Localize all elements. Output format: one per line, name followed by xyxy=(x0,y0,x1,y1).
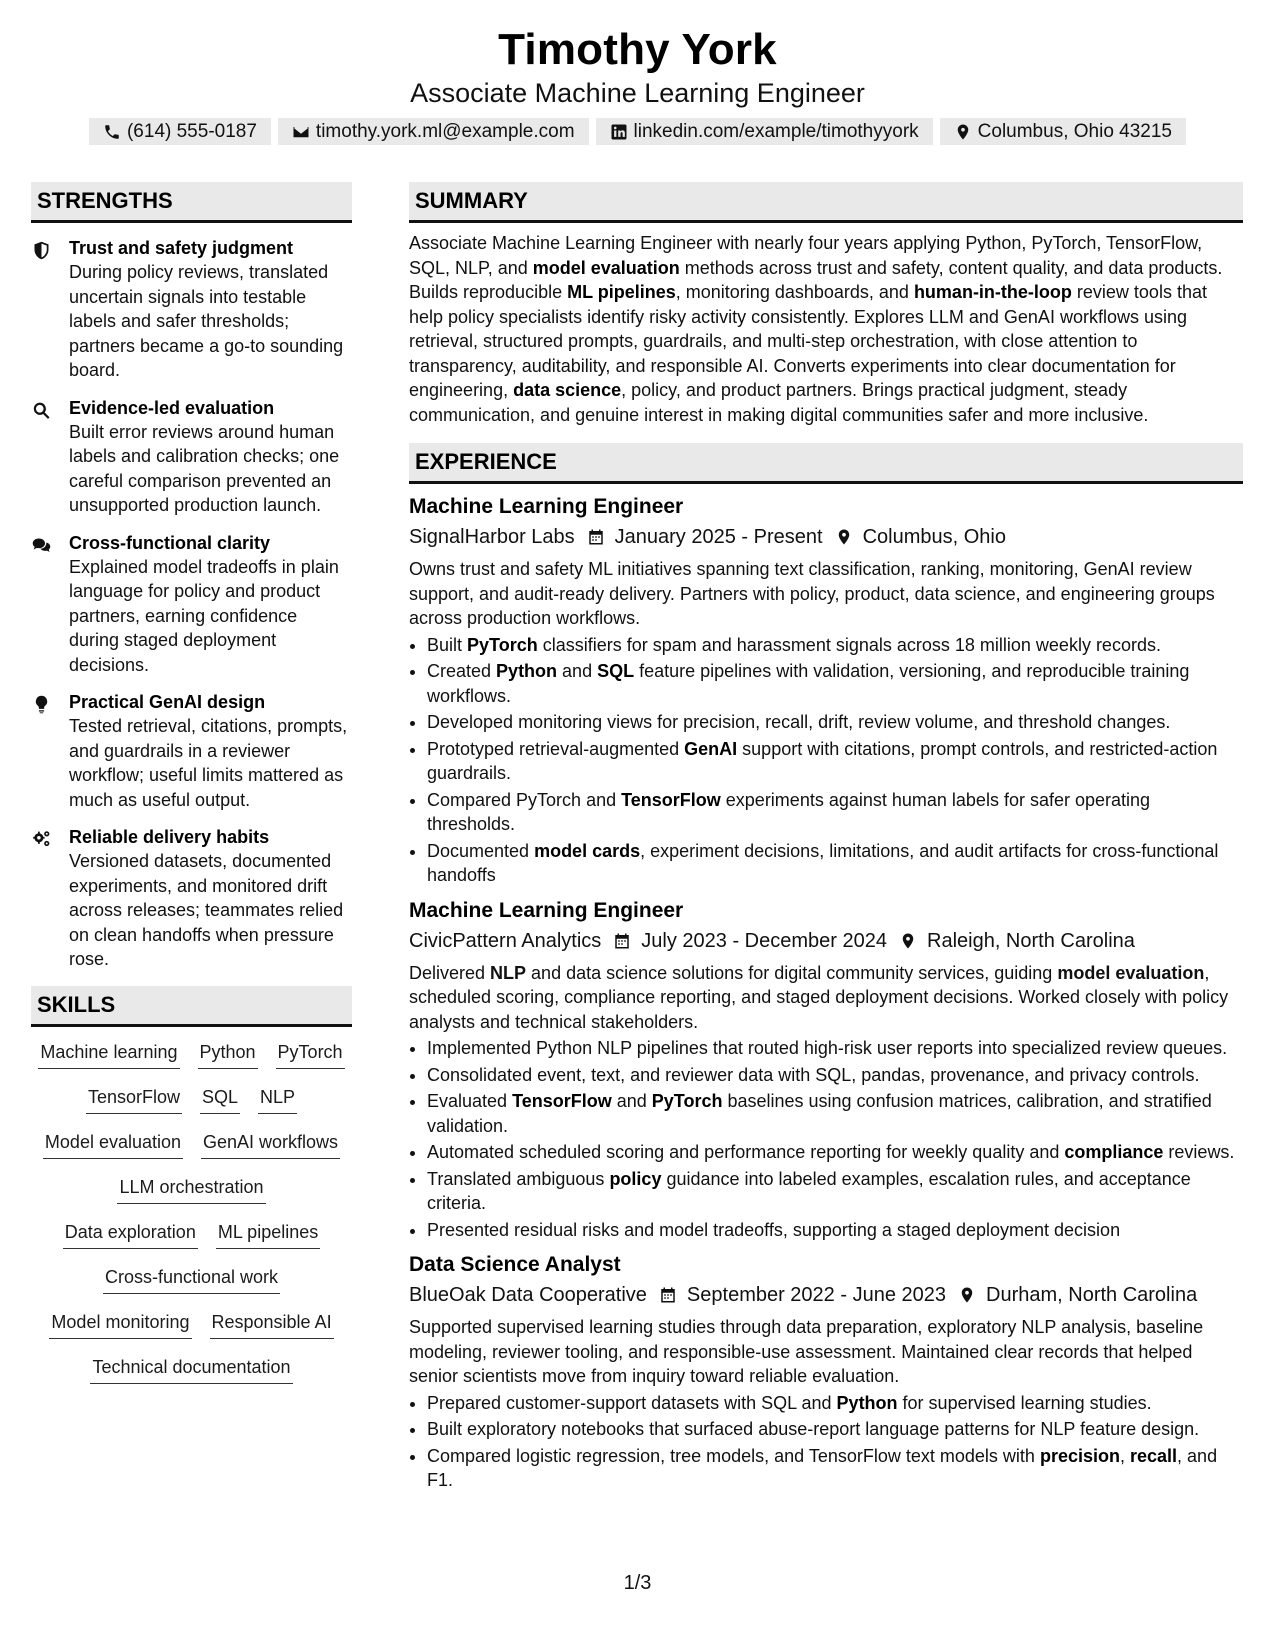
contact-location xyxy=(940,118,1186,145)
keyword-bold: model evaluation xyxy=(532,257,680,278)
calendar-icon xyxy=(587,528,605,546)
strength-title: Evidence-led evaluation xyxy=(69,397,275,418)
skill-tag: NLP xyxy=(258,1086,297,1114)
bullet-item xyxy=(427,1417,1243,1442)
skill-tag: Responsible AI xyxy=(210,1311,334,1339)
experience-list xyxy=(409,494,1243,1493)
strength-item xyxy=(31,691,352,812)
text-segment: feature pipelines with validation, versioning, and reproducible training workflows. xyxy=(427,661,1190,706)
text-segment: , policy, and product partners. Brings practical judgment, steady communication, and genuine interest in making digital communities safer and more inclusive. xyxy=(409,380,1149,425)
job-dates: September 2022 - June 2023 xyxy=(686,1284,946,1306)
job-description xyxy=(409,961,1243,1035)
skill-tag: ML pipelines xyxy=(216,1221,320,1249)
text-segment: Compared PyTorch and xyxy=(427,789,622,810)
phone-icon xyxy=(103,123,121,141)
job-entry xyxy=(409,494,1243,888)
candidate-name: Timothy York xyxy=(498,25,777,74)
strength-desc: Versioned datasets, documented experiments, and monitored drift across releases; teammates relied on clean handoffs when pressure rose. xyxy=(69,851,344,969)
job-location: Raleigh, North Carolina xyxy=(927,929,1135,952)
skill-row xyxy=(31,1041,352,1086)
skill-row xyxy=(31,1221,352,1266)
job-bullets xyxy=(409,1036,1243,1242)
resume-header xyxy=(0,0,1275,145)
bullet-item xyxy=(427,788,1243,837)
job-location: Columbus, Ohio xyxy=(862,526,1006,548)
contact-phone xyxy=(89,118,271,145)
keyword-bold: Python xyxy=(496,661,558,681)
job-title: Data Science Analyst xyxy=(409,1253,621,1276)
keyword-bold: PyTorch xyxy=(651,1091,723,1111)
text-segment: Prepared customer-support datasets with SQL and xyxy=(427,1392,837,1413)
search-icon xyxy=(31,400,52,421)
email-text[interactable]: timothy.york.ml@example.com xyxy=(315,121,575,142)
job-meta xyxy=(409,523,1243,551)
job-title: Machine Learning Engineer xyxy=(409,495,684,518)
job-bullets xyxy=(409,1391,1243,1493)
text-segment: Created xyxy=(427,661,497,681)
bullet-item xyxy=(427,1444,1243,1493)
map-pin-icon xyxy=(899,932,917,950)
keyword-bold: TensorFlow xyxy=(621,789,721,810)
phone-text: (614) 555-0187 xyxy=(126,121,257,142)
keyword-bold: model cards xyxy=(534,840,641,861)
keyword-bold: ML pipelines xyxy=(567,282,676,302)
job-bullets xyxy=(409,633,1243,888)
summary-heading: SUMMARY xyxy=(409,182,1243,223)
text-segment: Automated scheduled scoring and performance reporting for weekly quality and xyxy=(427,1142,1065,1162)
text-segment: Translated ambiguous xyxy=(427,1168,610,1189)
skills-heading: SKILLS xyxy=(31,986,352,1027)
text-segment: Delivered xyxy=(409,962,491,983)
right-column xyxy=(409,182,1243,1495)
page-number: 1/3 xyxy=(623,1572,652,1594)
text-segment: support with citations, prompt controls, and restricted-action guardrails. xyxy=(427,738,1218,783)
strength-desc: Explained model tradeoffs in plain language for policy and product partners, earning confidence during staged deployment decisions. xyxy=(69,556,339,675)
strength-title: Practical GenAI design xyxy=(69,692,266,712)
keyword-bold: GenAI xyxy=(684,738,738,759)
skill-row xyxy=(31,1266,352,1311)
job-meta xyxy=(409,927,1243,955)
skill-row xyxy=(31,1086,352,1131)
text-segment: , scheduled scoring, compliance reporting, and staged deployment decisions. Worked closely with policy analysts and technical stakeholders. xyxy=(409,962,1229,1032)
bullet-item xyxy=(427,710,1243,735)
text-segment: Evaluated xyxy=(427,1091,513,1111)
candidate-title: Associate Machine Learning Engineer xyxy=(410,78,865,108)
keyword-bold: data science xyxy=(513,380,622,400)
skill-tag: Machine learning xyxy=(38,1041,179,1069)
job-dates: January 2025 - Present xyxy=(614,526,823,548)
strength-item xyxy=(31,237,352,383)
text-segment: guidance into labeled examples, escalation rules, and acceptance criteria. xyxy=(427,1168,1191,1213)
lightbulb-icon xyxy=(31,694,52,715)
strength-item xyxy=(31,826,352,972)
skill-row xyxy=(31,1311,352,1356)
skill-tag: Data exploration xyxy=(63,1221,198,1249)
skill-tag: TensorFlow xyxy=(86,1086,182,1114)
bullet-item xyxy=(427,1218,1243,1243)
text-segment: reviews. xyxy=(1163,1142,1235,1162)
text-segment: experiments against human labels for safer operating thresholds. xyxy=(427,789,1151,834)
strength-desc: Tested retrieval, citations, prompts, and guardrails in a reviewer workflow; useful limits mattered as much as useful output. xyxy=(69,716,348,810)
skill-row xyxy=(31,1356,352,1401)
text-segment: Consolidated event, text, and reviewer data with SQL, pandas, provenance, and privacy controls. xyxy=(427,1064,1200,1085)
text-segment: review tools that help policy specialists identify risky activity consistently. Explores LLM and GenAI workflows using retrieval, structured prompts, guardrails, and multi-step orchestration, with close attention to transparency, auditability, and responsible AI. Converts experiments into clear documentation for engineering, xyxy=(409,282,1207,400)
keyword-bold: model evaluation xyxy=(1057,962,1205,983)
contact-email[interactable] xyxy=(278,118,589,145)
job-entry xyxy=(409,898,1243,1243)
bullet-item xyxy=(427,1167,1243,1216)
text-segment: , and F1. xyxy=(427,1445,1218,1490)
keyword-bold: compliance xyxy=(1064,1142,1164,1162)
keyword-bold: policy xyxy=(609,1168,662,1189)
job-title: Machine Learning Engineer xyxy=(409,898,684,922)
shield-icon xyxy=(31,240,52,261)
skills-list xyxy=(31,1041,352,1401)
skill-tag: Model evaluation xyxy=(43,1131,183,1159)
calendar-icon xyxy=(613,932,631,950)
keyword-bold: Python xyxy=(836,1392,898,1413)
summary-text xyxy=(409,231,1243,427)
skill-tag: SQL xyxy=(200,1086,240,1114)
job-entry xyxy=(409,1252,1243,1493)
skill-tag: GenAI workflows xyxy=(201,1131,340,1159)
experience-heading: EXPERIENCE xyxy=(409,443,1243,484)
keyword-bold: PyTorch xyxy=(467,634,538,655)
left-column xyxy=(31,182,352,1401)
text-segment: and data science solutions for digital community services, guiding xyxy=(526,962,1058,983)
keyword-bold: SQL xyxy=(597,661,635,681)
text-segment: and xyxy=(557,661,598,681)
text-segment: Documented xyxy=(427,840,535,861)
skill-row xyxy=(31,1176,352,1221)
job-description: Owns trust and safety ML initiatives spanning text classification, ranking, monitoring, GenAI review support, and audit-ready delivery. Partners with policy, product, data science, and engineering groups across production workflows. xyxy=(409,559,1215,628)
bullet-item xyxy=(427,1140,1243,1165)
text-segment: classifiers for spam and harassment signals across 18 million weekly records. xyxy=(537,634,1161,655)
strength-title: Reliable delivery habits xyxy=(69,827,270,847)
keyword-bold: TensorFlow xyxy=(512,1091,612,1111)
job-company: SignalHarbor Labs xyxy=(409,526,575,548)
bullet-item xyxy=(427,1391,1243,1416)
text-segment: Prototyped retrieval-augmented xyxy=(427,738,685,759)
text-segment: , experiment decisions, limitations, and audit artifacts for cross-functional handoffs xyxy=(427,840,1219,885)
text-segment: Associate Machine Learning Engineer with nearly four years applying Python, PyTorch, TensorFlow, SQL, NLP, and xyxy=(409,233,1203,278)
map-pin-icon xyxy=(958,1286,976,1304)
gears-icon xyxy=(31,829,52,850)
contact-linkedin[interactable] xyxy=(596,118,933,145)
job-company: CivicPattern Analytics xyxy=(409,929,602,952)
map-pin-icon xyxy=(954,123,972,141)
keyword-bold: human-in-the-loop xyxy=(913,282,1072,302)
bullet-item xyxy=(427,737,1243,786)
strengths-list xyxy=(31,237,352,972)
text-segment: Compared logistic regression, tree models, and TensorFlow text models with xyxy=(427,1445,1040,1466)
job-company: BlueOak Data Cooperative xyxy=(409,1284,647,1306)
text-segment: methods across trust and safety, content quality, and data products. Builds reproducible xyxy=(409,257,1223,302)
skill-tag: Python xyxy=(198,1041,258,1069)
envelope-icon xyxy=(292,123,310,141)
text-segment: Presented residual risks and model tradeoffs, supporting a staged deployment decision xyxy=(427,1219,1121,1240)
bullet-item xyxy=(427,839,1243,888)
skill-tag: Cross-functional work xyxy=(103,1266,280,1294)
job-location: Durham, North Carolina xyxy=(986,1284,1198,1306)
keyword-bold: precision xyxy=(1039,1445,1120,1466)
text-segment: for supervised learning studies. xyxy=(897,1392,1152,1413)
skill-tag: LLM orchestration xyxy=(117,1176,265,1204)
strengths-heading: STRENGTHS xyxy=(31,182,352,223)
job-description: Supported supervised learning studies through data preparation, exploratory NLP analysis, baseline modeling, reviewer tooling, and responsible-use assessment. Maintained clear records that helped senior scientists move from inquiry toward reliable evaluation. xyxy=(409,1317,1204,1386)
text-segment: Implemented Python NLP pipelines that routed high-risk user reports into specialized review queues. xyxy=(427,1038,1228,1058)
strength-item xyxy=(31,397,352,518)
text-segment: Built exploratory notebooks that surfaced abuse-report language patterns for NLP feature design. xyxy=(427,1419,1200,1439)
bullet-item xyxy=(427,659,1243,708)
skill-tag: PyTorch xyxy=(276,1041,345,1069)
bullet-item xyxy=(427,633,1243,658)
strength-desc: During policy reviews, translated uncertain signals into testable labels and safer thresholds; partners became a go-to sounding board. xyxy=(69,262,344,380)
linkedin-icon xyxy=(610,123,628,141)
strength-desc: Built error reviews around human labels and calibration checks; one careful comparison prevented an unsupported production launch. xyxy=(69,421,340,515)
text-segment: , xyxy=(1119,1445,1130,1466)
strength-item xyxy=(31,532,352,678)
skill-row xyxy=(31,1131,352,1176)
keyword-bold: recall xyxy=(1130,1445,1178,1466)
bullet-item xyxy=(427,1089,1243,1138)
text-segment: and xyxy=(611,1091,652,1111)
contact-bar xyxy=(0,118,1275,145)
job-dates: July 2023 - December 2024 xyxy=(641,929,887,952)
text-segment: Developed monitoring views for precision, recall, drift, review volume, and threshold changes. xyxy=(427,712,1171,732)
linkedin-text[interactable]: linkedin.com/example/timothyyork xyxy=(633,121,919,142)
bullet-item xyxy=(427,1036,1243,1061)
skill-tag: Technical documentation xyxy=(90,1356,292,1384)
map-pin-icon xyxy=(835,528,853,546)
strength-title: Cross-functional clarity xyxy=(69,532,271,553)
skill-tag: Model monitoring xyxy=(49,1311,191,1339)
chat-icon xyxy=(31,535,52,556)
bullet-item xyxy=(427,1063,1243,1088)
location-text: Columbus, Ohio 43215 xyxy=(977,121,1172,142)
text-segment: baselines using confusion matrices, calibration, and stratified validation. xyxy=(427,1091,1212,1136)
job-meta xyxy=(409,1281,1243,1309)
text-segment: Built xyxy=(427,634,468,655)
calendar-icon xyxy=(659,1286,677,1304)
strength-title: Trust and safety judgment xyxy=(69,238,294,258)
text-segment: , monitoring dashboards, and xyxy=(675,282,914,302)
keyword-bold: NLP xyxy=(490,962,527,983)
